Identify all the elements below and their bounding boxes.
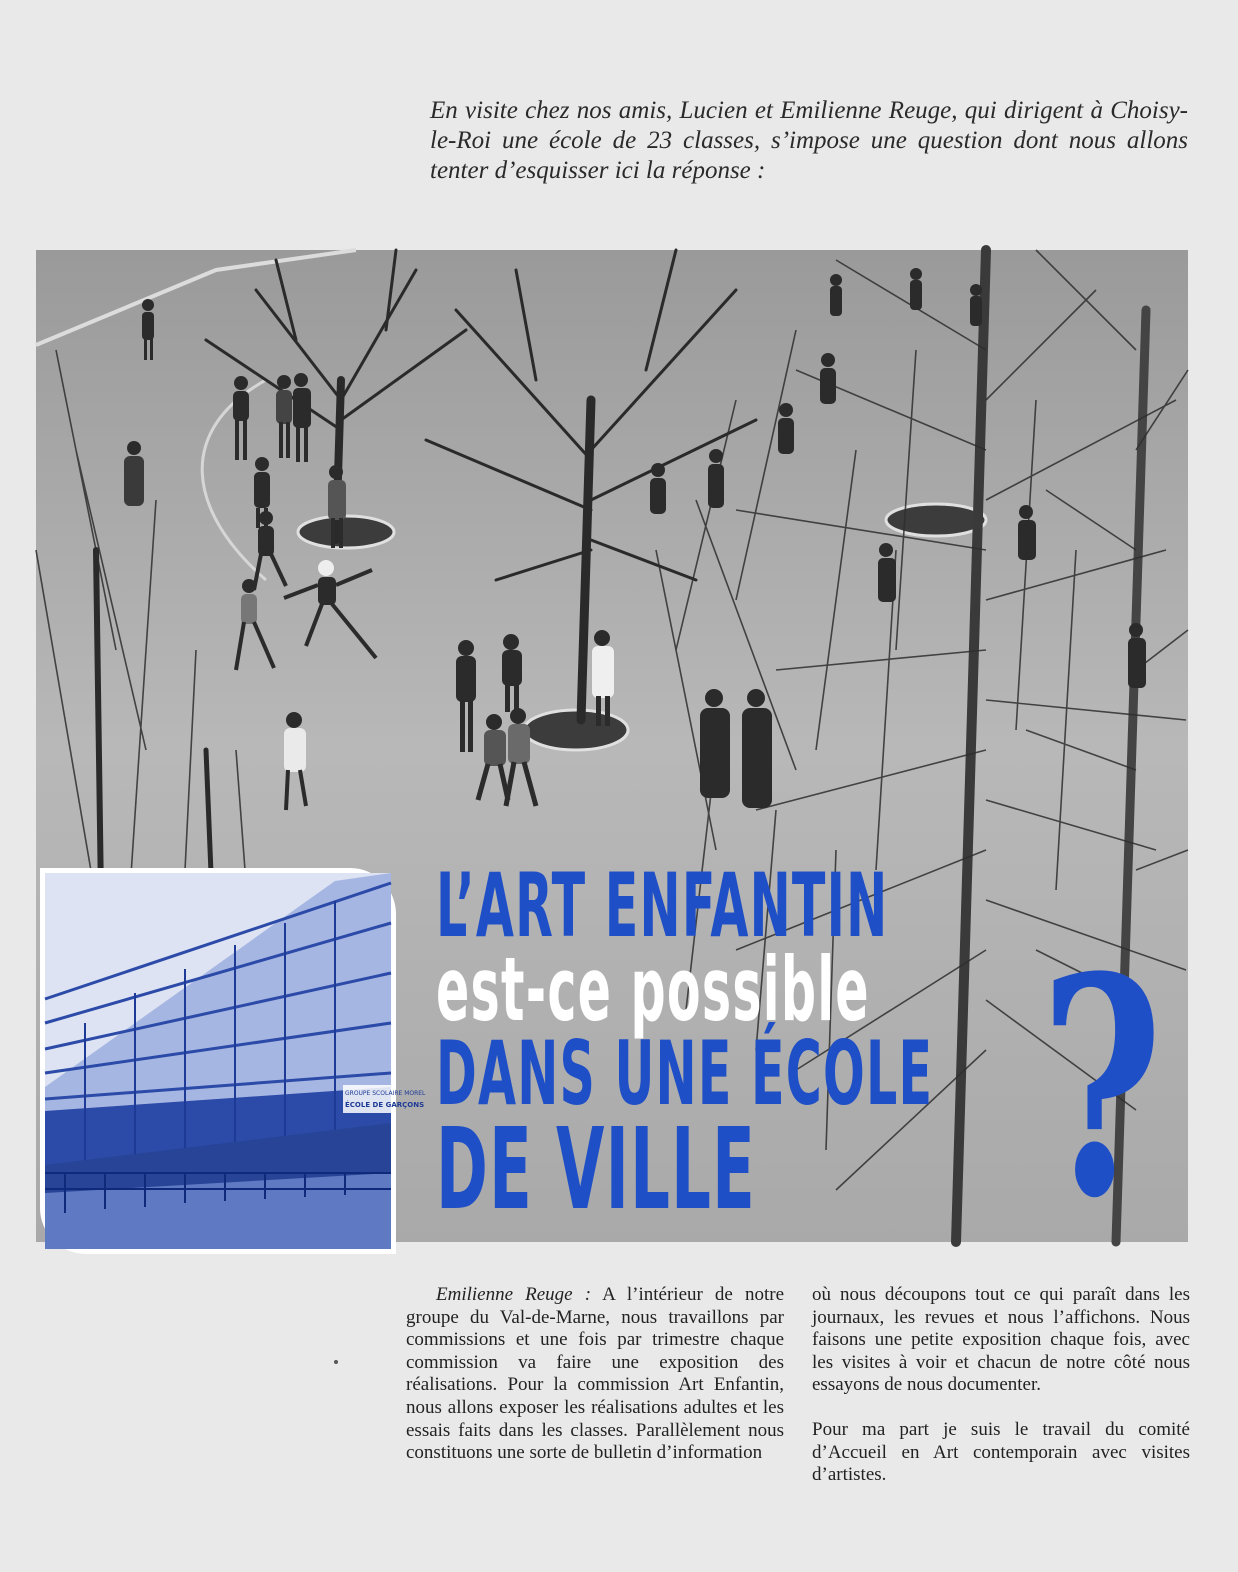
question-mark: ? [1040, 911, 1164, 1264]
body-column-1 [406, 1284, 784, 1487]
stray-mark [334, 1360, 338, 1364]
building-sign-line1: GROUPE SCOLAIRE MOREL [345, 1090, 426, 1097]
body-text-1: A l’intérieur de notre groupe du Val-de-Marne, nous travaillons par commissions et une fois par trimestre chaque commission va faire une exposition des réalisations. Pour la commission Art Enfantin, nous allons exposer les réalisations adultes et les essais faits dans les classes. Parallèlement nous constituons une sorte de bulletin d’information [406, 1284, 784, 1464]
body-column-2 [812, 1284, 1190, 1509]
body-paragraph-2: où nous découpons tout ce qui paraît dans les journaux, les revues et nous l’affichons. Nous faisons une petite exposition chaque fois, avec les visites à voir et chacun de notre côté nous essayons de nous documenter. [812, 1284, 1190, 1396]
building-sign-line2: ÉCOLE DE GARÇONS [345, 1101, 425, 1109]
school-building-photo [40, 868, 426, 1254]
headline-line-3: DANS UNE ÉCOLE [436, 1022, 934, 1125]
headline-line-2: est-ce possible [436, 938, 870, 1041]
intro-paragraph: En visite chez nos amis, Lucien et Emilienne Reuge, qui dirigent à Choisy-le-Roi une école de 23 classes, s’impose une question dont nous allons tenter d’esquisser ici la réponse : [430, 97, 1188, 184]
body-paragraph-1 [406, 1284, 784, 1465]
headline-line-4: DE VILLE [436, 1105, 757, 1235]
speaker-name: Emilienne Reuge : [436, 1284, 592, 1305]
headline-line-1: L’ART ENFANTIN [436, 854, 889, 957]
body-paragraph-3: Pour ma part je suis le travail du comité d’Accueil en Art contemporain avec visites d’artistes. [812, 1418, 1190, 1486]
